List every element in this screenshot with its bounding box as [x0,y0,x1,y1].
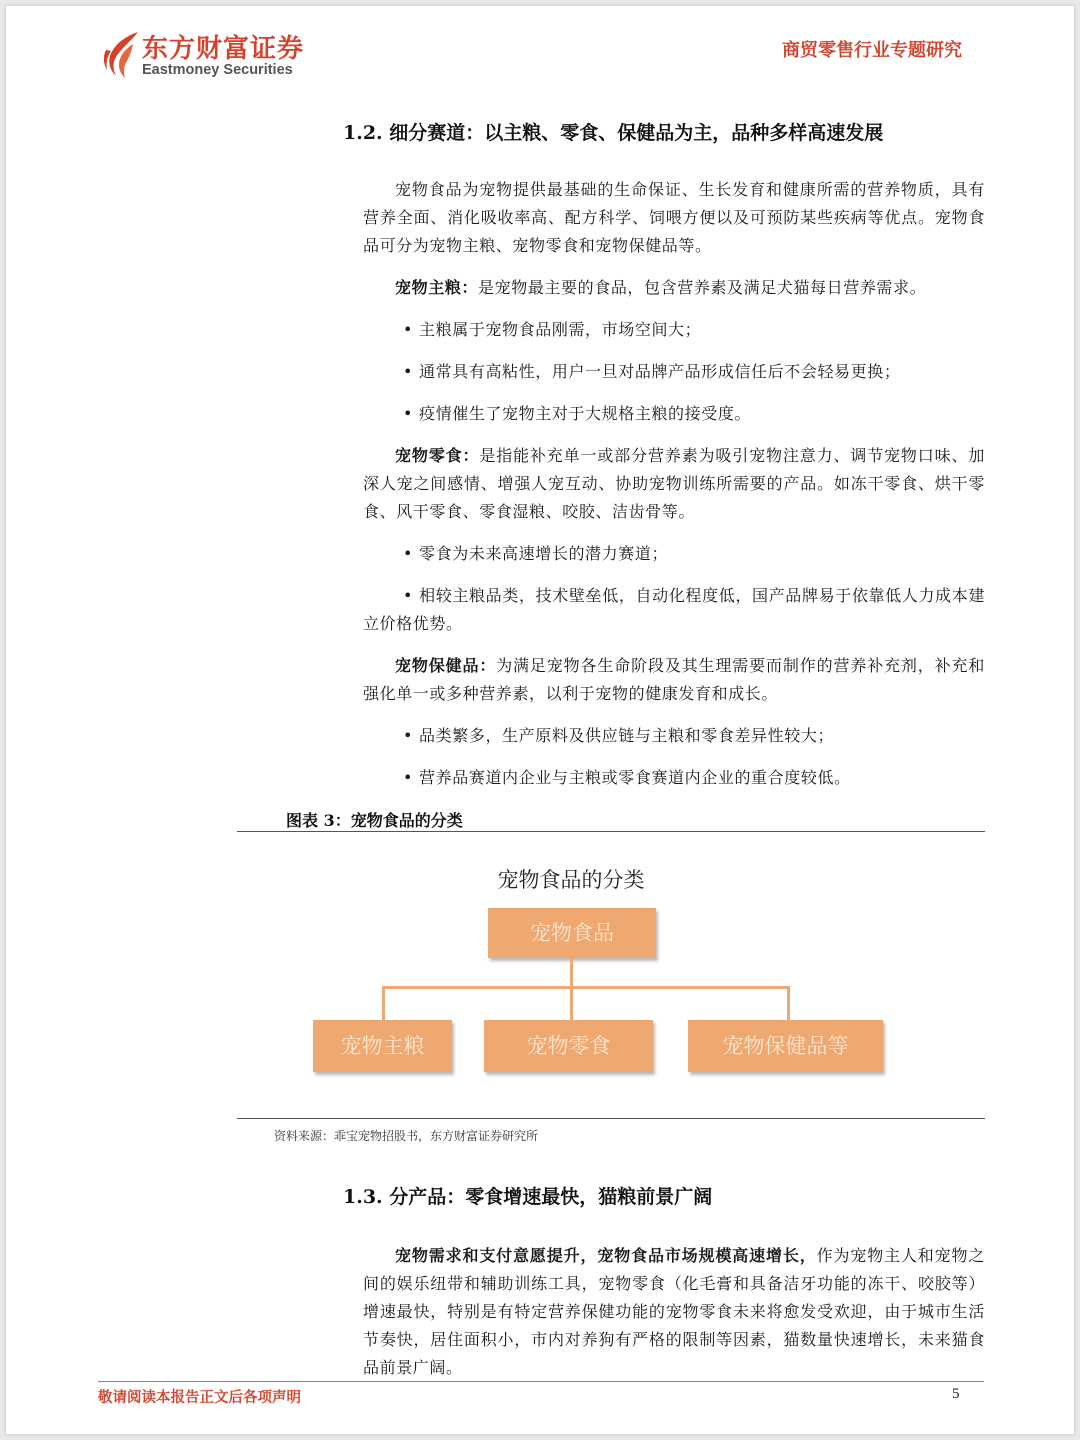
figure-source: 资料来源：乖宝宠物招股书，东方财富证券研究所 [274,1129,539,1143]
staple-bullet: • 疫情催生了宠物主对于大规格主粮的接受度。 [403,404,752,423]
health-bullet: • 品类繁多，生产原料及供应链与主粮和零食差异性较大； [403,726,835,745]
brand-name-cn: 东方财富证券 [142,34,305,64]
report-page [6,6,1074,1434]
diagram-connector-bar [382,986,790,989]
health-text: 为满足宠物各生命阶段及其生理需要而制作的营养补充剂，补充和强化单一或多种营养素，以利于宠物的健康发育和成长。 [363,656,985,703]
figure-top-rule [237,831,985,832]
brand-logo [100,28,330,84]
staple-bullet: • 通常具有高粘性，用户一旦对品牌产品形成信任后不会轻易更换； [403,362,901,381]
diagram-node-health: 宠物保健品等 [688,1020,883,1072]
diagram-root-node: 宠物食品 [488,908,656,958]
section-1-2-body [363,176,985,806]
intro-paragraph: 宠物食品为宠物提供最基础的生命保证、生长发育和健康所需的营养物质，具有营养全面、消化吸收率高、配方科学、饲喂方便以及可预防某些疾病等优点。宠物食品可分为宠物主粮、宠物零食和宠物保健品等。 [363,180,985,255]
snack-paragraph [363,442,985,526]
section-1-3-paragraph [363,1242,985,1382]
diagram-connector-trunk [570,958,573,1020]
snack-text: 是指能补充单一或部分营养素为吸引宠物注意力、调节宠物口味、加深人宠之间感情、增强人宠互动、协助宠物训练所需要的产品。如冻干零食、烘干零食、风干零食、零食湿粮、咬胶、洁齿骨等。 [363,446,985,521]
diagram-connector-right [787,986,790,1020]
footer-rule [98,1381,984,1382]
health-paragraph [363,652,985,708]
figure-caption: 图表 3：宠物食品的分类 [286,811,463,830]
bullet-text: 通常具有高粘性，用户一旦对品牌产品形成信任后不会轻易更换； [419,362,901,381]
staple-text: 是宠物最主要的食品，包含营养素及满足犬猫每日营养需求。 [478,278,927,297]
diagram-node-staple: 宠物主粮 [313,1020,452,1072]
diagram-node-snack: 宠物零食 [484,1020,653,1072]
brand-flame-icon [100,30,144,80]
snack-bullet: • 相较主粮品类，技术壁垒低，自动化程度低，国产品牌易于依靠低人力成本建立价格优势。 [363,586,985,633]
bullet-text: 相较主粮品类，技术壁垒低，自动化程度低，国产品牌易于依靠低人力成本建立价格优势。 [363,586,985,633]
bullet-text: 营养品赛道内企业与主粮或零食赛道内企业的重合度较低。 [419,768,851,787]
diagram-title: 宠物食品的分类 [497,868,645,892]
bullet-text: 主粮属于宠物食品刚需，市场空间大； [419,320,702,339]
section-1-3-lead: 宠物需求和支付意愿提升，宠物食品市场规模高速增长， [395,1246,817,1265]
staple-bullet: • 主粮属于宠物食品刚需，市场空间大； [403,320,702,339]
footer-disclaimer: 敬请阅读本报告正文后各项声明 [98,1390,301,1406]
snack-bullet: • 零食为未来高速增长的潜力赛道； [403,544,669,563]
diagram-connector-left [382,986,385,1020]
brand-name-en: Eastmoney Securities [142,62,293,78]
health-label: 宠物保健品： [395,656,497,675]
bullet-text: 零食为未来高速增长的潜力赛道； [419,544,669,563]
section-1-3-text: 作为宠物主人和宠物之间的娱乐纽带和辅助训练工具，宠物零食（化毛膏和具备洁牙功能的冻干、咬胶等）增速最快，特别是有特定营养保健功能的宠物零食未来将愈发受欢迎，由于城市生活节奏快，居住面积小，市内对养狗有严格的限制等因素，猫数量快速增长，未来猫食品前景广阔。 [363,1246,985,1377]
page-number: 5 [952,1386,960,1402]
staple-label: 宠物主粮： [395,278,479,297]
section-1-2-heading: 1.2. 细分赛道：以主粮、零食、保健品为主，品种多样高速发展 [343,122,884,144]
figure-bottom-rule [237,1118,985,1119]
staple-paragraph [363,274,985,302]
report-topic: 商贸零售行业专题研究 [782,40,962,61]
section-1-3-heading: 1.3. 分产品：零食增速最快，猫粮前景广阔 [343,1186,713,1208]
section-1-3-body [363,1242,985,1382]
bullet-text: 品类繁多，生产原料及供应链与主粮和零食差异性较大； [419,726,835,745]
health-bullet: • 营养品赛道内企业与主粮或零食赛道内企业的重合度较低。 [403,768,851,787]
bullet-text: 疫情催生了宠物主对于大规格主粮的接受度。 [419,404,752,423]
snack-label: 宠物零食： [395,446,480,465]
